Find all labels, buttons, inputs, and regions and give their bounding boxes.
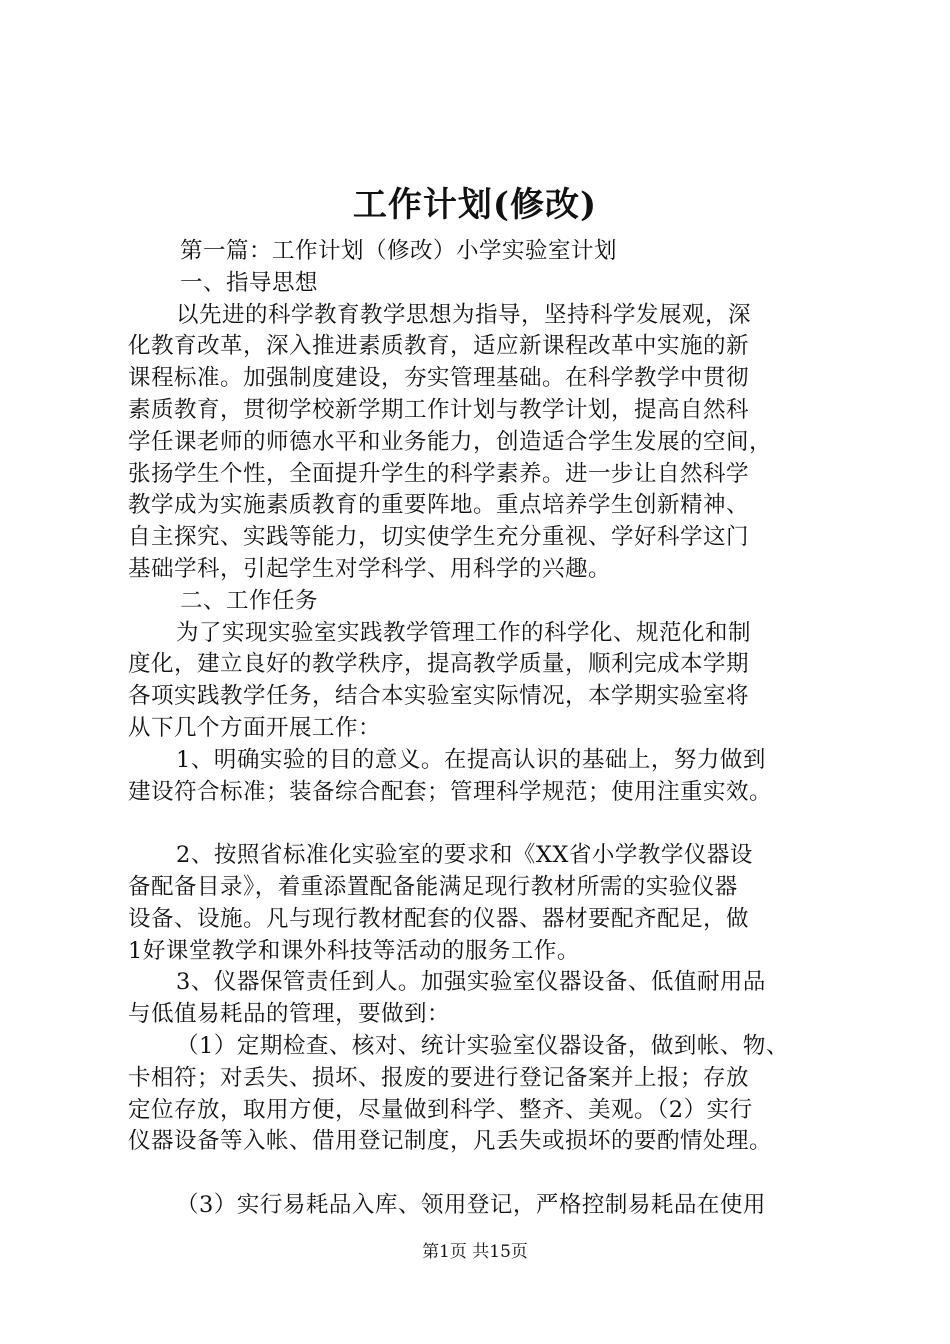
paragraph-line: 建设符合标准；装备综合配套；管理科学规范；使用注重实效。 (128, 778, 773, 805)
paragraph-line: 教学成为实施素质教育的重要阵地。重点培养学生创新精神、 (128, 492, 750, 519)
paragraph-line: 张扬学生个性，全面提升学生的科学素养。进一步让自然科学 (128, 460, 750, 487)
paragraph-line: 从下几个方面开展工作： (128, 714, 382, 741)
paragraph-line: 各项实践教学任务，结合本实验室实际情况，本学期实验室将 (128, 683, 750, 710)
paragraph-line: 以先进的科学教育教学思想为指导，坚持科学发展观，深 (176, 301, 752, 328)
paragraph-line: 自主探究、实践等能力，切实使学生充分重视、学好科学这门 (128, 524, 750, 551)
paragraph-line: （3）实行易耗品入库、领用登记，严格控制易耗品在使用 (176, 1191, 766, 1218)
paragraph-line: 备配备目录》，着重添置配备能满足现行教材所需的实验仪器 (128, 873, 738, 900)
paragraph-line: 基础学科，引起学生对学科学、用科学的兴趣。 (128, 555, 612, 582)
paragraph-line: 2、按照省标准化实验室的要求和《XX省小学教学仪器设 (176, 842, 753, 869)
document-title: 工作计划(修改) (352, 185, 598, 225)
paragraph-line: 1好课堂教学和课外科技等活动的服务工作。 (128, 937, 580, 964)
paragraph-line: 化教育改革，深入推进素质教育，适应新课程改革中实施的新 (128, 333, 750, 360)
paragraph-line: （1）定期检查、核对、统计实验室仪器设备，做到帐、物、 (176, 1032, 789, 1059)
paragraph-line: 度化，建立良好的教学秩序，提高教学质量，顺利完成本学期 (128, 651, 750, 678)
section-heading: 二、工作任务 (180, 587, 319, 614)
paragraph-gap (128, 1158, 828, 1190)
paragraph-line: 1、明确实验的目的意义。在提高认识的基础上，努力做到 (176, 746, 766, 773)
page-footer: 第1页 共15页 (422, 1242, 528, 1262)
paragraph-line: 仪器设备等入帐、借用登记制度，凡丢失或损坏的要酌情处理。 (128, 1128, 773, 1155)
paragraph-line: 定位存放，取用方便，尽量做到科学、整齐、美观。（2）实行 (128, 1096, 753, 1123)
document-body (128, 236, 828, 1222)
paragraph-line: 素质教育，贯彻学校新学期工作计划与教学计划，提高自然科 (128, 396, 750, 423)
paragraph-line: 设备、设施。凡与现行教材配套的仪器、器材要配齐配足，做 (128, 905, 750, 932)
paragraph-line: 3、仪器保管责任到人。加强实验室仪器设备、低值耐用品 (176, 969, 766, 996)
section-heading: 一、指导思想 (180, 269, 319, 296)
paragraph-line: 为了实现实验室实践教学管理工作的科学化、规范化和制 (176, 619, 752, 646)
paragraph-line: 学任课老师的师德水平和业务能力，创造适合学生发展的空间， (128, 428, 773, 455)
paragraph-line: 卡相符；对丢失、损坏、报废的要进行登记备案并上报；存放 (128, 1064, 750, 1091)
section-heading: 第一篇：工作计划（修改）小学实验室计划 (180, 238, 618, 264)
paragraph-line: 与低值易耗品的管理，要做到： (128, 1001, 451, 1028)
paragraph-line: 课程标准。加强制度建设，夯实管理基础。在科学教学中贯彻 (128, 365, 750, 392)
paragraph-gap (128, 808, 828, 840)
